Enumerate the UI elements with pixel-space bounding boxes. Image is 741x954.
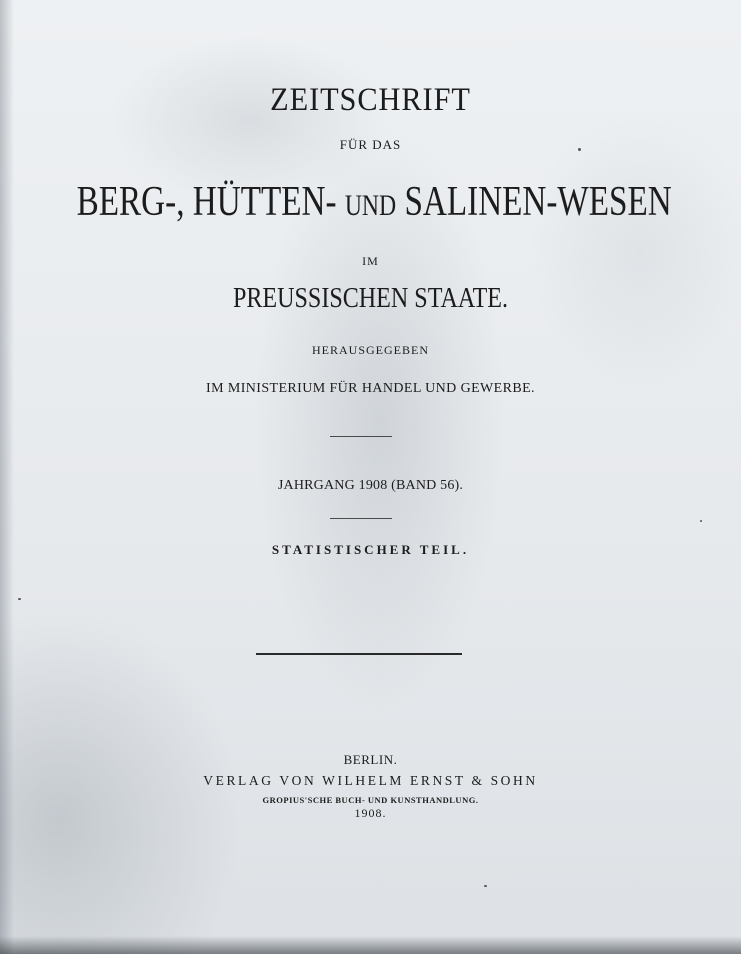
- herausgegeben-text: HERAUSGEGEBEN: [312, 343, 429, 357]
- ministerium-text: IM MINISTERIUM FÜR HANDEL UND GEWERBE.: [206, 381, 535, 396]
- imprint-bookshop: GROPIUS'SCHE BUCH- UND KUNSTHANDLUNG.: [262, 795, 479, 805]
- scan-speck: [18, 598, 21, 600]
- journal-title: ZEITSCHRIFT: [270, 82, 471, 118]
- fuer-das-text: FÜR DAS: [339, 137, 402, 152]
- jahrgang-text: JAHRGANG 1908 (BAND 56).: [277, 478, 464, 493]
- main-title: [76, 178, 672, 226]
- divider-rule: [330, 436, 392, 437]
- main-title-part2: SALINEN-WESEN: [396, 179, 672, 225]
- main-title-part1: BERG-, HÜTTEN-: [76, 179, 345, 225]
- scan-speck: [578, 148, 581, 151]
- section-title: STATISTISCHER TEIL.: [271, 542, 470, 557]
- imprint-year: 1908.: [354, 806, 387, 820]
- imprint-city: BERLIN.: [343, 752, 398, 767]
- imprint-publisher: VERLAG VON WILHELM ERNST & SOHN: [203, 773, 538, 788]
- main-title-und: UND: [344, 189, 397, 222]
- divider-rule: [330, 518, 392, 519]
- im-text: IM: [362, 254, 379, 268]
- scan-speck: [484, 885, 487, 887]
- state-title: PREUSSISCHEN STAATE.: [232, 283, 509, 314]
- scan-speck: [700, 520, 702, 522]
- divider-rule-long: [256, 653, 462, 655]
